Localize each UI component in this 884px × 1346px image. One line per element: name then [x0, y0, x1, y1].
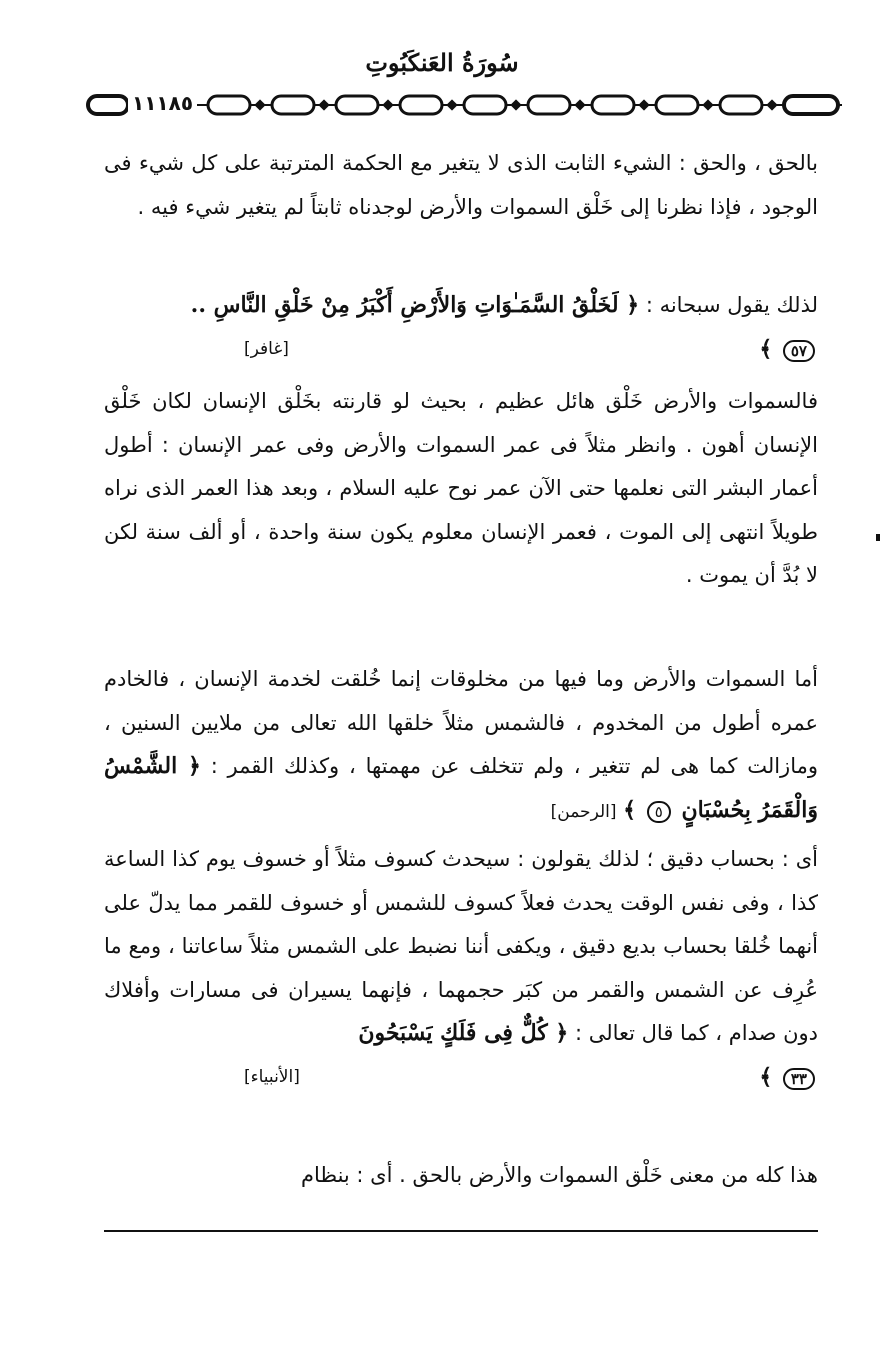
paragraph-6: هذا كله من معنى خَلْق السموات والأرض بالحق . أى : بنظام — [300, 1163, 818, 1187]
verse-close-bracket: ﴾ — [623, 796, 644, 823]
quran-verse-rahman: ﴿ الشَّمْسُ وَالْقَمَرُ بِحُسْبَانٍ — [104, 753, 818, 823]
paragraph-1: بالحق ، والحق : الشيء الثابت الذى لا يتغير مع الحكمة المترتبة على كل شيء فى الوجود ، فإذا نظرنا إلى خَلْق السموات والأرض لوجدناه ثابتاً لم يتغير شيء فيه . — [104, 151, 818, 219]
paragraph-2-intro: لذلك يقول سبحانه : — [639, 293, 818, 317]
verse-end-ghafir — [759, 328, 818, 372]
paragraph-4 — [104, 658, 860, 834]
quran-verse-anbiya: ﴿ كُلٌّ فِى فَلَكٍ يَسْبَحُونَ — [358, 1020, 569, 1046]
verse-close-bracket: ﴾ — [759, 335, 780, 362]
margin-mark — [876, 534, 880, 541]
paragraph-5-text: أى : بحساب دقيق ؛ لذلك يقولون : سيحدث كسوف مثلاً أو خسوف يوم كذا الساعة كذا ، وفى نفس الوقت يحدث فعلاً كسوف للشمس أو خسوف للقمر مما يدلّ على أنهما خُلقا بحساب بديع دقيق ، ويكفى أننا نضبط على الشمس مثلاً ساعاتنا ، ومع ما عُرِف عن الشمس والقمر من كبَر حجمهما ، فإنهما يسيران فى مسارات وأفلاك دون صدام ، كما قال تعالى : — [104, 847, 818, 1045]
footer-rule — [104, 1230, 818, 1232]
surah-reference-ghafir: [غافر] — [244, 338, 289, 359]
paragraph-4-text: أما السموات والأرض وما فيها من مخلوقات إنما خُلقت لخدمة الإنسان ، فالخادم عمره أطول من المخدوم ، فالشمس مثلاً خلقها الله تعالى من ملايين السنين ، ومازالت كما هى لم تتغير ، ولم تتخلف عن مهمتها ، وكذلك القمر : — [104, 667, 818, 778]
page-number: ١١١٨٥ — [128, 88, 197, 118]
surah-reference-rahman: [الرحمن] — [550, 801, 617, 822]
paragraph-3: فالسموات والأرض خَلْق هائل عظيم ، بحيث لو قارنته بخَلْق الإنسان لكان خَلْق الإنسان أهون . وانظر مثلاً فى عمر السموات والأرض وفى عمر الإنسان : أطول أعمار البشر التى نعلمها حتى الآن عمر نوح عليه السلام ، وبعد هذا العمر الذى نراه طويلاً انتهى إلى الموت ، فعمر الإنسان معلوم يكون سنة واحدة ، أو ألف سنة لكن لا بُدَّ أن يموت . — [104, 389, 818, 587]
ayah-number-57: ٥٧ — [783, 340, 815, 362]
surah-title: سُورَةُ العَنكَبُوتِ — [365, 48, 519, 77]
paragraph-2 — [104, 284, 860, 371]
ayah-number-5: ٥ — [647, 801, 671, 823]
verse-end-anbiya — [759, 1056, 818, 1100]
paragraph-5-ref-line — [104, 1056, 818, 1100]
paragraph-5 — [104, 838, 860, 1099]
ayah-number-33: ٣٣ — [783, 1068, 815, 1090]
quran-verse-ghafir: ﴿ لَخَلْقُ السَّمَـٰوَاتِ وَالأَرْضِ أَكْبَرُ مِنْ خَلْقِ النَّاسِ .. — [190, 292, 640, 318]
verse-close-bracket: ﴾ — [759, 1063, 780, 1090]
surah-reference-anbiya: [الأنبياء] — [244, 1066, 300, 1087]
decorative-border — [86, 90, 842, 120]
paragraph-2-ref-line — [104, 328, 818, 372]
